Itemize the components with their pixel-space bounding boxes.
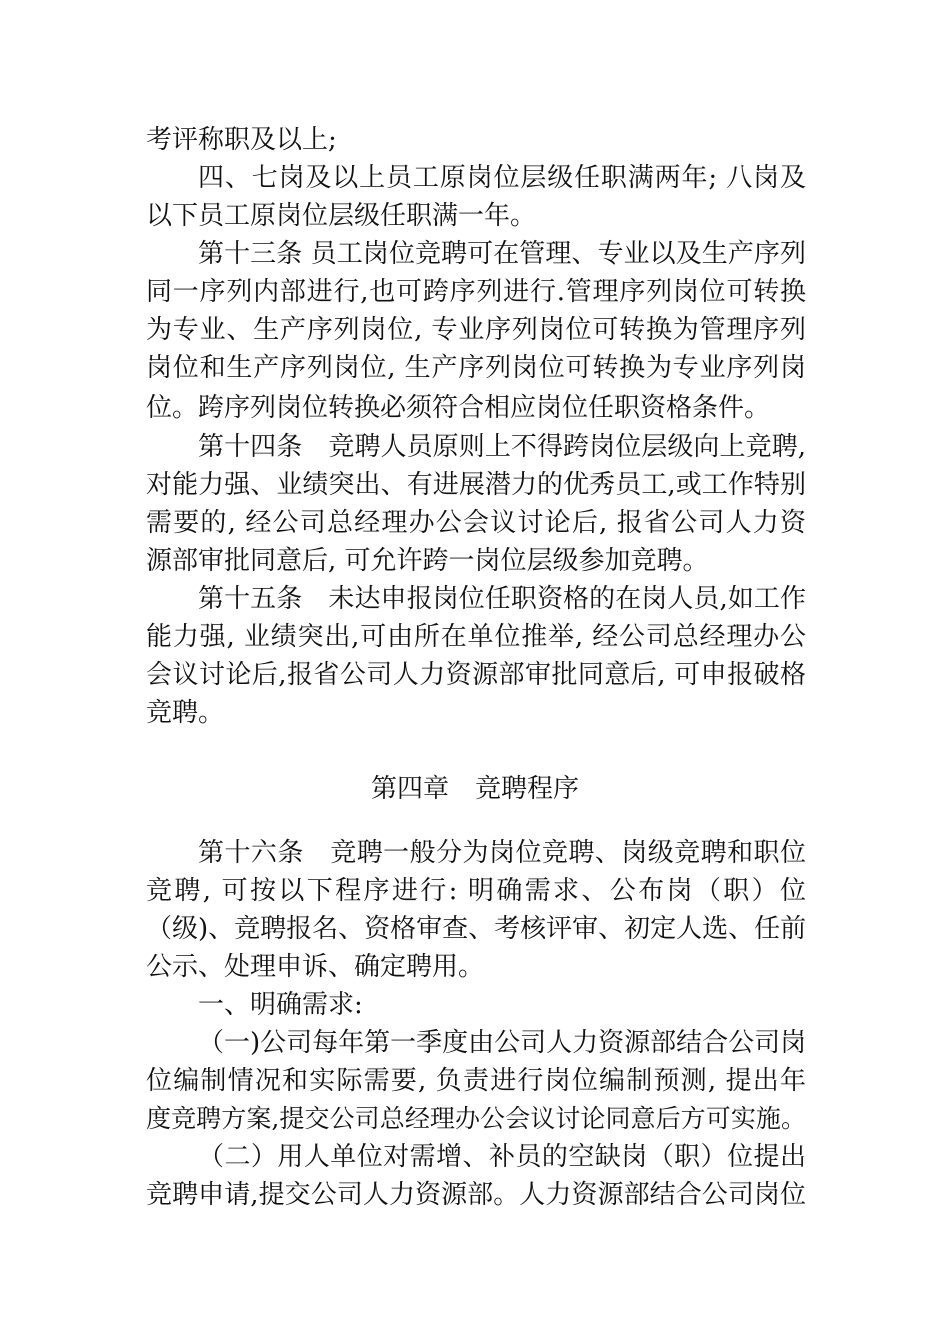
text-line: 一、明确需求: — [198, 990, 363, 1020]
text-line: 竞聘。 — [146, 698, 225, 728]
text-line: 竞聘, 可按以下程序进行: 明确需求、公布岗（职）位 — [146, 876, 806, 906]
text-line: （二）用人单位对需增、补员的空缺岗（职）位提出 — [198, 1142, 806, 1172]
text-line: 能力强, 业绩突出,可由所在单位推举, 经公司总经理办公 — [146, 622, 806, 652]
text-line: 四、七岗及以上员工原岗位层级任职满两年; 八岗及 — [198, 163, 806, 193]
text-line: 第十三条 员工岗位竞聘可在管理、专业以及生产序列 — [198, 239, 806, 269]
chapter-heading: 第四章 竞聘程序 — [370, 774, 579, 804]
text-line: （一)公司每年第一季度由公司人力资源部结合公司岗 — [198, 1028, 807, 1058]
text-line: 会议讨论后,报省公司人力资源部审批同意后, 可申报破格 — [146, 660, 806, 690]
text-line: （级)、竞聘报名、资格审查、考核评审、初定人选、任前 — [146, 914, 807, 944]
text-line: 位。跨序列岗位转换必须符合相应岗位任职资格条件。 — [146, 393, 771, 423]
text-line: 第十四条 竞聘人员原则上不得跨岗位层级向上竞聘, — [198, 432, 806, 462]
text-line: 对能力强、业绩突出、有进展潜力的优秀员工,或工作特别 — [146, 470, 806, 500]
text-line: 第十六条 竞聘一般分为岗位竞聘、岗级竞聘和职位 — [198, 838, 806, 868]
text-line: 岗位和生产序列岗位, 生产序列岗位可转换为专业序列岗 — [146, 353, 806, 383]
text-line: 公示、处理申诉、确定聘用。 — [146, 952, 485, 982]
text-line: 同一序列内部进行,也可跨序列进行.管理序列岗位可转换 — [146, 277, 806, 307]
text-line: 需要的, 经公司总经理办公会议讨论后, 报省公司人力资 — [146, 508, 806, 538]
text-line: 第十五条 未达申报岗位任职资格的在岗人员,如工作 — [198, 584, 806, 614]
text-line: 竞聘申请,提交公司人力资源部。人力资源部结合公司岗位 — [146, 1180, 806, 1210]
text-line: 位编制情况和实际需要, 负责进行岗位编制预测, 提出年 — [146, 1066, 806, 1096]
text-line: 度竞聘方案,提交公司总经理办公会议讨论同意后方可实施。 — [146, 1104, 806, 1133]
text-line: 源部审批同意后, 可允许跨一岗位层级参加竞聘。 — [146, 546, 709, 576]
text-line: 以下员工原岗位层级任职满一年。 — [146, 201, 537, 231]
text-line: 考评称职及以上; — [146, 125, 337, 155]
text-line: 为专业、生产序列岗位, 专业序列岗位可转换为管理序列 — [146, 315, 806, 345]
